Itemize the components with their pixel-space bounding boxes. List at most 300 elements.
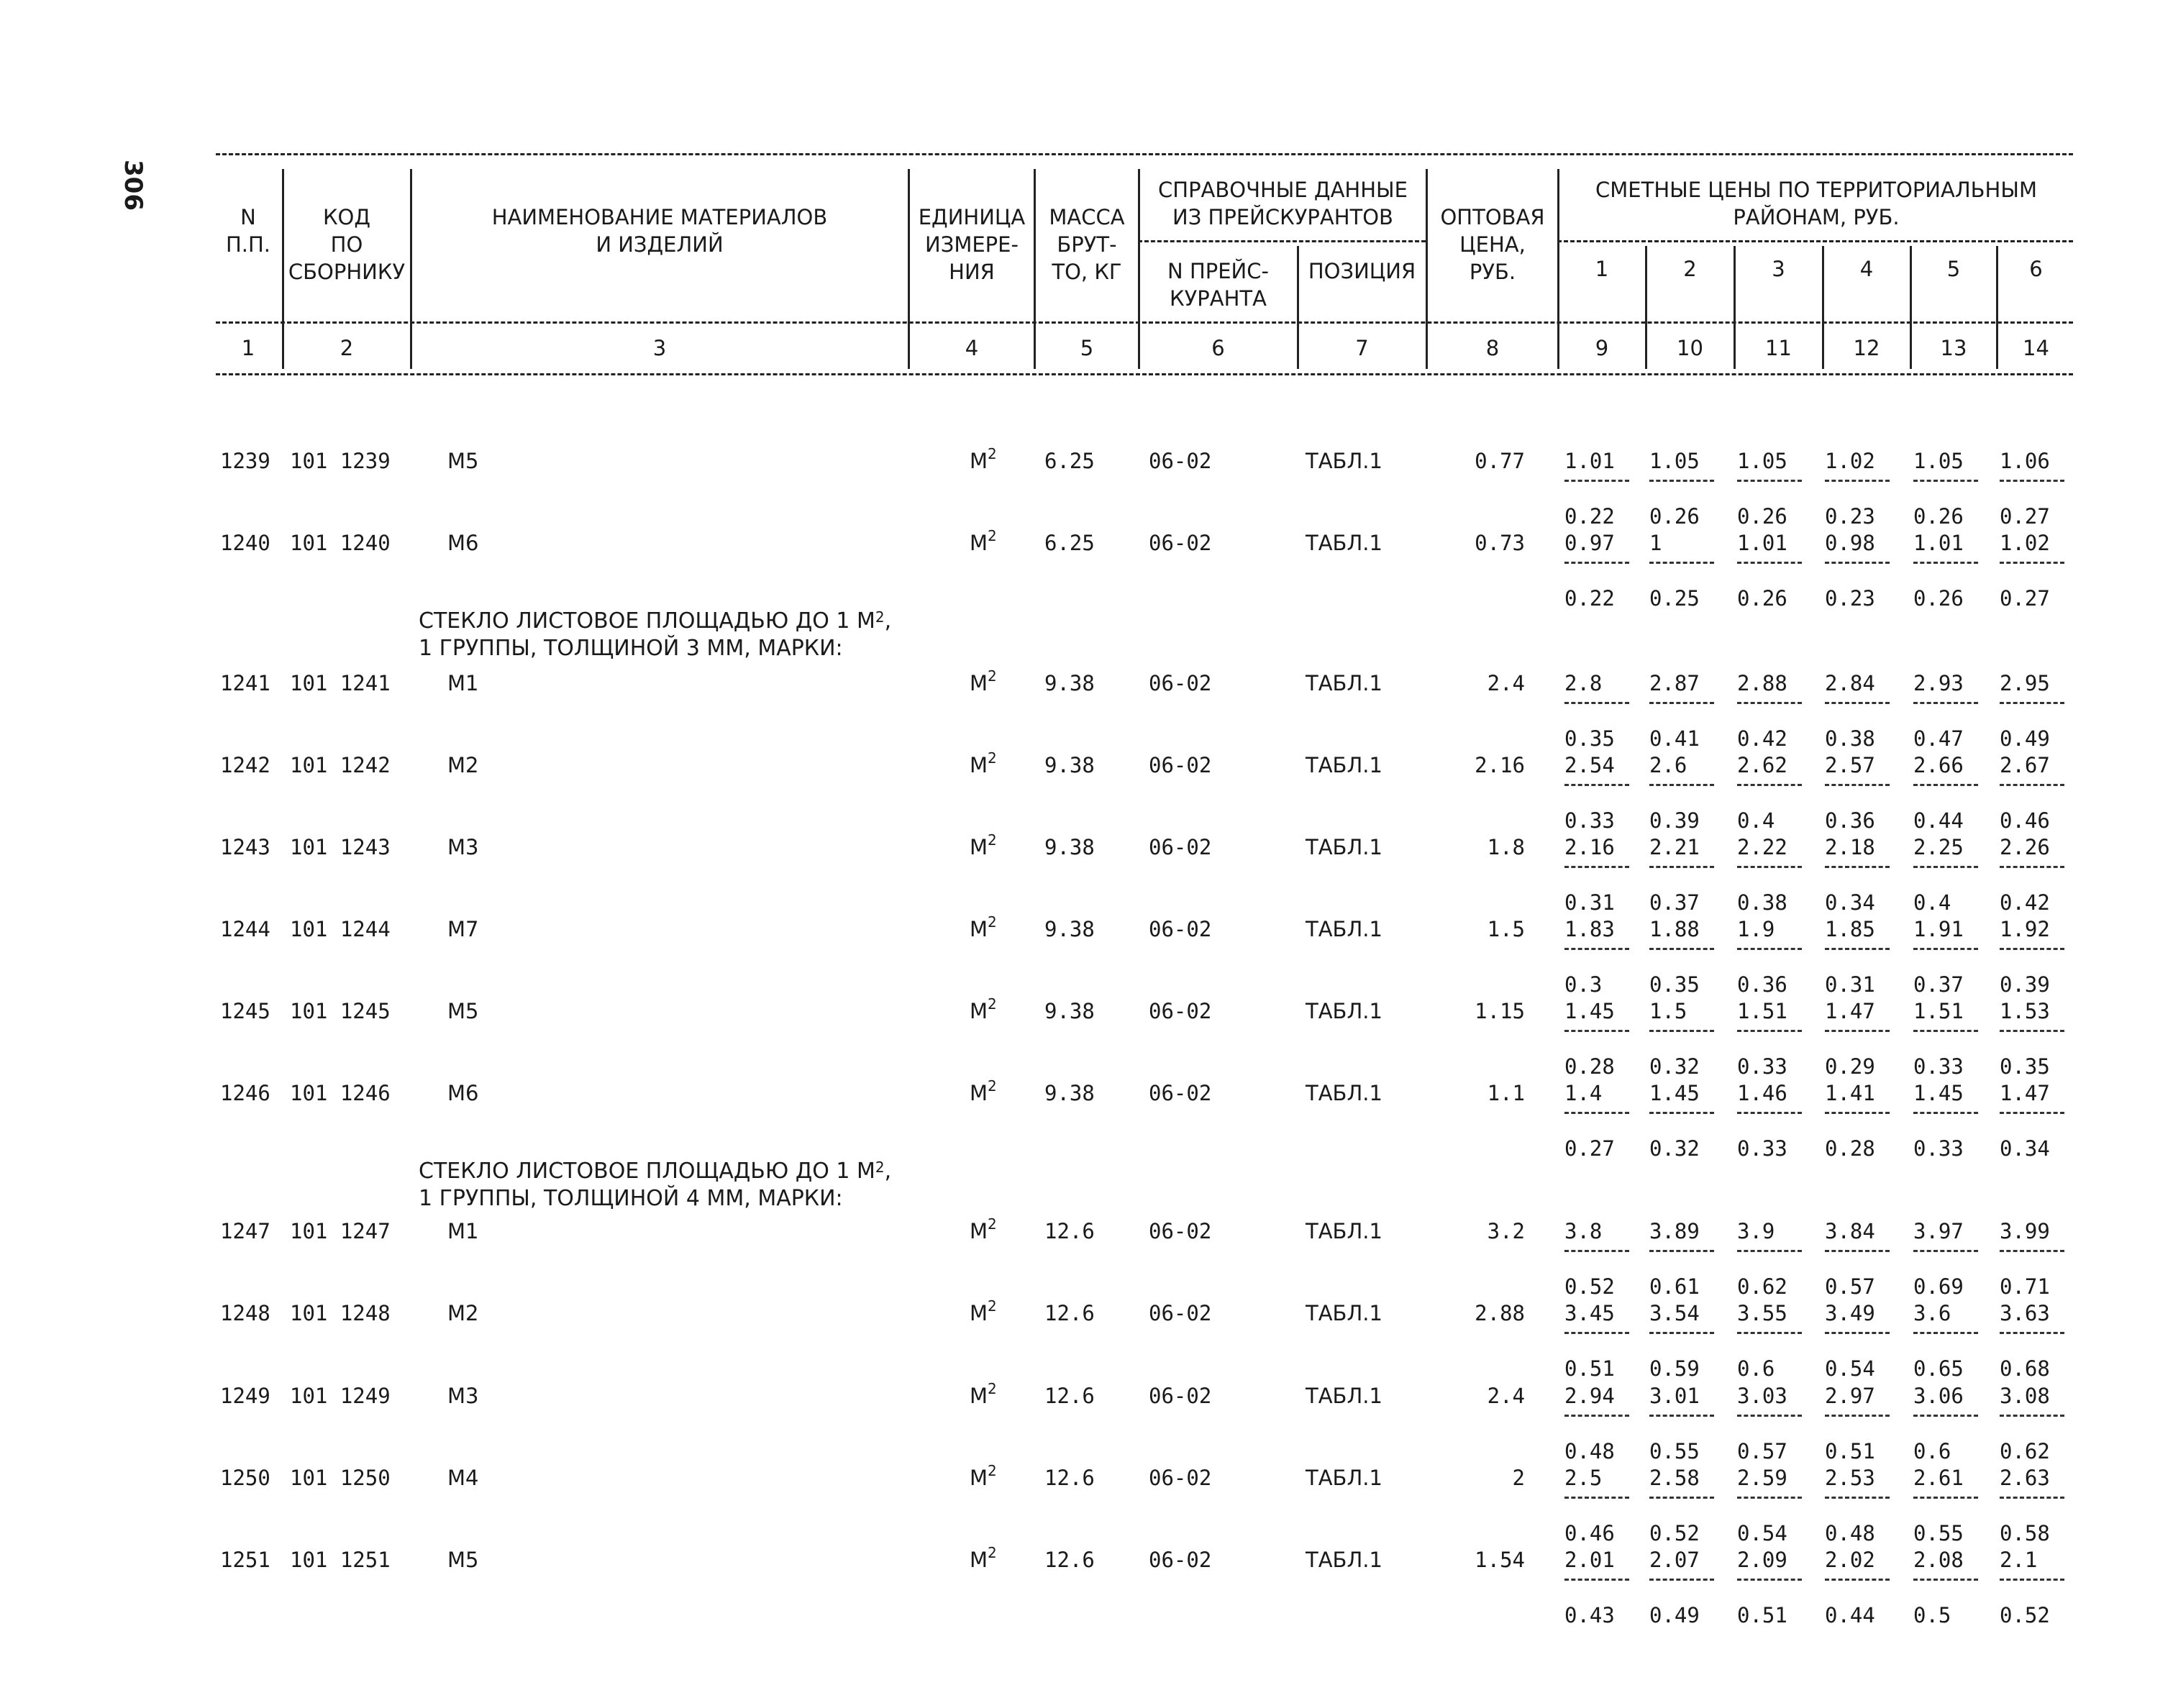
fraction-line [1564, 562, 1629, 564]
region-sub-price: 0.51 [1737, 1603, 1787, 1627]
section-heading: СТЕКЛО ЛИСТОВОЕ ПЛОЩАДЬЮ ДО 1 $М^2$, 1 ГРУППЫ, ТОЛЩИНОЙ 4 ММ, МАРКИ: [419, 1159, 892, 1211]
fraction-line [1564, 1332, 1629, 1334]
region-sub-price: 0.26 [1737, 504, 1787, 529]
header-col-separator [1138, 169, 1140, 369]
unit-exponent: 2 [988, 445, 997, 462]
row-position: ТАБЛ.1 [1306, 1081, 1382, 1105]
region-price: 2.57 [1825, 753, 1875, 777]
header-region-2: 2 [1683, 257, 1697, 281]
row-pricelist: 06-02 [1149, 1081, 1212, 1105]
region-price: 1.45 [1913, 1081, 1964, 1105]
row-unit [970, 667, 997, 695]
row-name: М1 [447, 671, 479, 695]
row-position: ТАБЛ.1 [1306, 1301, 1382, 1325]
row-mass: 6.25 [1044, 531, 1095, 555]
region-sub-price: 0.28 [1825, 1136, 1875, 1161]
col-number: 11 [1765, 336, 1792, 360]
fraction-line [1825, 1112, 1890, 1114]
row-name: М6 [447, 531, 479, 555]
region-price: 2.67 [2000, 753, 2050, 777]
region-sub-price: 0.52 [1649, 1521, 1700, 1545]
unit-base: М [970, 1081, 988, 1105]
fraction-line [1913, 948, 1978, 950]
row-number: 1247 [220, 1219, 270, 1243]
region-price: 1.01 [1913, 531, 1964, 555]
region-price: 3.99 [2000, 1219, 2050, 1243]
fraction-line [1649, 1579, 1714, 1581]
fraction-line [1825, 1579, 1890, 1581]
region-price: 3.06 [1913, 1384, 1964, 1408]
row-unit [970, 749, 997, 777]
header-col-separator [1822, 246, 1824, 369]
fraction-line [2000, 1579, 2064, 1581]
fraction-line [1649, 1112, 1714, 1114]
region-sub-price: 0.36 [1825, 808, 1875, 833]
region-sub-price: 0.27 [1564, 1136, 1615, 1161]
unit-base: М [970, 449, 988, 473]
region-price: 1.47 [2000, 1081, 2050, 1105]
region-sub-price: 0.26 [1737, 586, 1787, 611]
fraction-line [1564, 480, 1629, 482]
fraction-line [1913, 1030, 1978, 1032]
row-name: М7 [447, 917, 479, 941]
region-sub-price: 0.52 [2000, 1603, 2050, 1627]
ref-group-rule [1138, 240, 1426, 242]
header-col-separator [1734, 246, 1736, 369]
unit-base: М [970, 1466, 988, 1490]
region-sub-price: 0.33 [1564, 808, 1615, 833]
region-price: 1.45 [1564, 999, 1615, 1023]
row-unit [970, 1297, 997, 1325]
row-unit [970, 913, 997, 941]
fraction-line [1825, 1332, 1890, 1334]
fraction-line [1737, 948, 1802, 950]
row-mass: 6.25 [1044, 449, 1095, 473]
header-price-group: СМЕТНЫЕ ЦЕНЫ ПО ТЕРРИТОРИАЛЬНЫМ РАЙОНАМ, РУБ. [1595, 178, 2037, 229]
header-ref-group: СПРАВОЧНЫЕ ДАННЫЕ ИЗ ПРЕЙСКУРАНТОВ [1158, 178, 1408, 229]
header-region-1: 1 [1595, 257, 1609, 281]
region-price: 2.95 [2000, 671, 2050, 695]
region-price: 2.53 [1825, 1466, 1875, 1490]
header-col-separator [1996, 246, 1998, 369]
section-heading: СТЕКЛО ЛИСТОВОЕ ПЛОЩАДЬЮ ДО 1 $М^2$, 1 ГРУППЫ, ТОЛЩИНОЙ 3 ММ, МАРКИ: [419, 608, 892, 661]
region-price: 1.85 [1825, 917, 1875, 941]
row-pricelist: 06-02 [1149, 1384, 1212, 1408]
row-mass: 12.6 [1044, 1466, 1095, 1490]
row-number: 1244 [220, 917, 270, 941]
header-c4: ЕДИНИЦА ИЗМЕРЕ- НИЯ [918, 205, 1026, 284]
row-pricelist: 06-02 [1149, 835, 1212, 859]
fraction-line [2000, 1332, 2064, 1334]
row-pricelist: 06-02 [1149, 531, 1212, 555]
region-price: 3.6 [1913, 1301, 1951, 1325]
header-col-separator [1426, 169, 1428, 369]
fraction-line [1825, 866, 1890, 868]
region-sub-price: 0.54 [1737, 1521, 1787, 1545]
region-price: 2.6 [1649, 753, 1687, 777]
row-wholesale-price: 2.4 [1487, 1384, 1525, 1408]
region-price: 2.8 [1564, 671, 1603, 695]
region-sub-price: 0.6 [1737, 1356, 1775, 1381]
header-c6: N ПРЕЙС- КУРАНТА [1167, 259, 1269, 311]
fraction-line [1825, 702, 1890, 704]
header-c7: ПОЗИЦИЯ [1308, 259, 1416, 283]
unit-base: М [970, 671, 988, 695]
region-sub-price: 0.52 [1564, 1274, 1615, 1299]
region-price: 3.03 [1737, 1384, 1787, 1408]
row-position: ТАБЛ.1 [1306, 999, 1382, 1023]
row-unit [970, 1077, 997, 1105]
row-unit [970, 995, 997, 1023]
header-region-3: 3 [1772, 257, 1785, 281]
unit-exponent: 2 [988, 913, 997, 931]
row-code: 101 1242 [290, 753, 391, 777]
row-pricelist: 06-02 [1149, 1301, 1212, 1325]
fraction-line [2000, 562, 2064, 564]
unit-exponent: 2 [988, 1462, 997, 1479]
page-number: 306 [119, 160, 147, 211]
header-col-separator [1910, 246, 1912, 369]
row-name: М6 [447, 1081, 479, 1105]
row-name: М3 [447, 1384, 479, 1408]
region-price: 2.84 [1825, 671, 1875, 695]
fraction-line [1649, 702, 1714, 704]
row-mass: 9.38 [1044, 917, 1095, 941]
region-price: 3.9 [1737, 1219, 1775, 1243]
region-price: 2.25 [1913, 835, 1964, 859]
header-col-separator [1557, 169, 1559, 369]
fraction-line [1913, 480, 1978, 482]
header-c2: КОД ПО СБОРНИКУ [288, 205, 406, 284]
col-number: 8 [1485, 336, 1500, 360]
row-position: ТАБЛ.1 [1306, 671, 1382, 695]
region-sub-price: 0.27 [2000, 504, 2050, 529]
region-price: 3.89 [1649, 1219, 1700, 1243]
region-sub-price: 0.4 [1913, 890, 1951, 915]
region-sub-price: 0.68 [2000, 1356, 2050, 1381]
region-price: 2.62 [1737, 753, 1787, 777]
fraction-line [2000, 702, 2064, 704]
unit-base: М [970, 999, 988, 1023]
fraction-line [1649, 1415, 1714, 1417]
fraction-line [1564, 1030, 1629, 1032]
unit-exponent: 2 [988, 1544, 997, 1561]
row-name: М3 [447, 835, 479, 859]
region-price: 3.45 [1564, 1301, 1615, 1325]
region-sub-price: 0.35 [1564, 726, 1615, 751]
region-sub-price: 0.54 [1825, 1356, 1875, 1381]
fraction-line [1737, 1112, 1802, 1114]
region-price: 2.93 [1913, 671, 1964, 695]
row-number: 1245 [220, 999, 270, 1023]
row-number: 1250 [220, 1466, 270, 1490]
row-number: 1239 [220, 449, 270, 473]
row-unit [970, 527, 997, 555]
region-sub-price: 0.69 [1913, 1274, 1964, 1299]
row-position: ТАБЛ.1 [1306, 449, 1382, 473]
row-name: М5 [447, 1548, 479, 1572]
row-number: 1241 [220, 671, 270, 695]
fraction-line [1825, 480, 1890, 482]
row-mass: 9.38 [1044, 671, 1095, 695]
row-name: М2 [447, 753, 479, 777]
unit-exponent: 2 [988, 667, 997, 685]
region-price: 2.97 [1825, 1384, 1875, 1408]
header-c5: МАССА БРУТ- ТО, КГ [1049, 205, 1125, 284]
fraction-line [1913, 784, 1978, 786]
region-sub-price: 0.38 [1737, 890, 1787, 915]
region-sub-price: 0.28 [1564, 1054, 1615, 1079]
row-mass: 9.38 [1044, 1081, 1095, 1105]
region-sub-price: 0.57 [1825, 1274, 1875, 1299]
row-number: 1242 [220, 753, 270, 777]
row-code: 101 1251 [290, 1548, 391, 1572]
region-price: 3.49 [1825, 1301, 1875, 1325]
region-sub-price: 0.34 [1825, 890, 1875, 915]
row-mass: 12.6 [1044, 1219, 1095, 1243]
fraction-line [1737, 1497, 1802, 1499]
region-price: 1.05 [1737, 449, 1787, 473]
unit-exponent: 2 [988, 527, 997, 544]
row-unit [970, 445, 997, 473]
fraction-line [1913, 1332, 1978, 1334]
region-sub-price: 0.48 [1564, 1439, 1615, 1463]
region-sub-price: 0.35 [2000, 1054, 2050, 1079]
region-sub-price: 0.3 [1564, 972, 1603, 997]
region-price: 1.91 [1913, 917, 1964, 941]
region-sub-price: 0.55 [1913, 1521, 1964, 1545]
region-price: 2.16 [1564, 835, 1615, 859]
fraction-line [1737, 480, 1802, 482]
header-c1: N П.П. [225, 205, 271, 257]
fraction-line [2000, 1030, 2064, 1032]
region-price: 2.63 [2000, 1466, 2050, 1490]
unit-base: М [970, 753, 988, 777]
row-pricelist: 06-02 [1149, 999, 1212, 1023]
row-name: М5 [447, 999, 479, 1023]
region-price: 1.53 [2000, 999, 2050, 1023]
region-sub-price: 0.49 [1649, 1603, 1700, 1627]
fraction-line [1564, 1497, 1629, 1499]
row-pricelist: 06-02 [1149, 1466, 1212, 1490]
fraction-line [1737, 1030, 1802, 1032]
region-price: 3.63 [2000, 1301, 2050, 1325]
region-sub-price: 0.31 [1564, 890, 1615, 915]
row-name: М1 [447, 1219, 479, 1243]
region-sub-price: 0.25 [1649, 586, 1700, 611]
region-price: 2.5 [1564, 1466, 1603, 1490]
region-price: 2.18 [1825, 835, 1875, 859]
region-sub-price: 0.26 [1913, 504, 1964, 529]
region-sub-price: 0.34 [2000, 1136, 2050, 1161]
region-sub-price: 0.61 [1649, 1274, 1700, 1299]
region-price: 3.55 [1737, 1301, 1787, 1325]
row-name: М5 [447, 449, 479, 473]
row-code: 101 1239 [290, 449, 391, 473]
fraction-line [1564, 1112, 1629, 1114]
unit-base: М [970, 1301, 988, 1325]
fraction-line [1649, 948, 1714, 950]
row-wholesale-price: 3.2 [1487, 1219, 1525, 1243]
fraction-line [1649, 562, 1714, 564]
region-sub-price: 0.62 [2000, 1439, 2050, 1463]
row-wholesale-price: 2.4 [1487, 671, 1525, 695]
region-price: 2.21 [1649, 835, 1700, 859]
region-sub-price: 0.58 [2000, 1521, 2050, 1545]
region-sub-price: 0.46 [2000, 808, 2050, 833]
region-sub-price: 0.31 [1825, 972, 1875, 997]
region-price: 2.66 [1913, 753, 1964, 777]
row-code: 101 1241 [290, 671, 391, 695]
header-col-separator [282, 169, 284, 369]
row-code: 101 1247 [290, 1219, 391, 1243]
fraction-line [1649, 784, 1714, 786]
row-code: 101 1246 [290, 1081, 391, 1105]
row-number: 1240 [220, 531, 270, 555]
region-price: 2.09 [1737, 1548, 1787, 1572]
region-price: 1.01 [1737, 531, 1787, 555]
fraction-line [1564, 784, 1629, 786]
unit-base: М [970, 1548, 988, 1572]
region-price: 2.94 [1564, 1384, 1615, 1408]
header-col-separator [1645, 246, 1647, 369]
fraction-line [1649, 866, 1714, 868]
region-price: 3.01 [1649, 1384, 1700, 1408]
unit-base: М [970, 1219, 988, 1243]
row-unit [970, 1215, 997, 1243]
region-price: 2.01 [1564, 1548, 1615, 1572]
fraction-line [2000, 480, 2064, 482]
row-pricelist: 06-02 [1149, 1219, 1212, 1243]
region-sub-price: 0.33 [1913, 1136, 1964, 1161]
region-price: 3.84 [1825, 1219, 1875, 1243]
row-unit [970, 831, 997, 859]
fraction-line [2000, 1112, 2064, 1114]
region-sub-price: 0.47 [1913, 726, 1964, 751]
row-mass: 12.6 [1044, 1548, 1095, 1572]
region-sub-price: 0.42 [1737, 726, 1787, 751]
row-number: 1248 [220, 1301, 270, 1325]
fraction-line [1737, 1332, 1802, 1334]
region-sub-price: 0.29 [1825, 1054, 1875, 1079]
fraction-line [1564, 1579, 1629, 1581]
fraction-line [2000, 1250, 2064, 1252]
region-sub-price: 0.36 [1737, 972, 1787, 997]
region-price: 0.98 [1825, 531, 1875, 555]
header-mid-rule [216, 321, 2073, 324]
region-sub-price: 0.26 [1649, 504, 1700, 529]
row-position: ТАБЛ.1 [1306, 917, 1382, 941]
region-sub-price: 0.33 [1913, 1054, 1964, 1079]
region-price: 1.41 [1825, 1081, 1875, 1105]
region-price: 3.97 [1913, 1219, 1964, 1243]
row-number: 1251 [220, 1548, 270, 1572]
region-price: 2.87 [1649, 671, 1700, 695]
row-code: 101 1244 [290, 917, 391, 941]
region-sub-price: 0.33 [1737, 1054, 1787, 1079]
region-sub-price: 0.51 [1825, 1439, 1875, 1463]
header-region-5: 5 [1946, 257, 1961, 281]
region-price: 1.02 [2000, 531, 2050, 555]
fraction-line [1825, 562, 1890, 564]
header-c3: НАИМЕНОВАНИЕ МАТЕРИАЛОВ И ИЗДЕЛИЙ [491, 205, 828, 257]
row-position: ТАБЛ.1 [1306, 1219, 1382, 1243]
region-price: 1.92 [2000, 917, 2050, 941]
price-group-rule [1557, 240, 2073, 242]
header-region-4: 4 [1859, 257, 1874, 281]
region-sub-price: 0.22 [1564, 586, 1615, 611]
region-sub-price: 0.32 [1649, 1136, 1700, 1161]
region-sub-price: 0.51 [1564, 1356, 1615, 1381]
region-sub-price: 0.44 [1913, 808, 1964, 833]
row-pricelist: 06-02 [1149, 1548, 1212, 1572]
region-sub-price: 0.33 [1737, 1136, 1787, 1161]
fraction-line [1825, 1415, 1890, 1417]
row-mass: 9.38 [1044, 835, 1095, 859]
row-code: 101 1245 [290, 999, 391, 1023]
row-wholesale-price: 1.1 [1487, 1081, 1525, 1105]
col-number: 2 [340, 336, 354, 360]
header-col-separator [410, 169, 412, 369]
row-code: 101 1248 [290, 1301, 391, 1325]
col-number: 3 [652, 336, 667, 360]
row-code: 101 1240 [290, 531, 391, 555]
fraction-line [1913, 1250, 1978, 1252]
region-price: 2.1 [2000, 1548, 2038, 1572]
row-number: 1246 [220, 1081, 270, 1105]
row-pricelist: 06-02 [1149, 671, 1212, 695]
fraction-line [1649, 480, 1714, 482]
row-position: ТАБЛ.1 [1306, 835, 1382, 859]
row-unit [970, 1544, 997, 1572]
fraction-line [1913, 1112, 1978, 1114]
region-sub-price: 0.26 [1913, 586, 1964, 611]
unit-exponent: 2 [988, 1380, 997, 1397]
region-price: 1.5 [1649, 999, 1687, 1023]
row-wholesale-price: 1.8 [1487, 835, 1525, 859]
row-name: М2 [447, 1301, 479, 1325]
region-sub-price: 0.49 [2000, 726, 2050, 751]
fraction-line [2000, 866, 2064, 868]
region-price: 1.06 [2000, 449, 2050, 473]
region-price: 1.05 [1913, 449, 1964, 473]
row-wholesale-price: 0.77 [1475, 449, 1525, 473]
region-price: 1.51 [1737, 999, 1787, 1023]
fraction-line [1564, 702, 1629, 704]
unit-base: М [970, 917, 988, 941]
fraction-line [1913, 1497, 1978, 1499]
region-price: 1.46 [1737, 1081, 1787, 1105]
region-price: 2.54 [1564, 753, 1615, 777]
unit-exponent: 2 [988, 831, 997, 849]
region-price: 2.22 [1737, 835, 1787, 859]
row-position: ТАБЛ.1 [1306, 1548, 1382, 1572]
row-mass: 12.6 [1044, 1384, 1095, 1408]
fraction-line [1913, 1415, 1978, 1417]
unit-base: М [970, 531, 988, 555]
fraction-line [1825, 1250, 1890, 1252]
region-price: 1.4 [1564, 1081, 1603, 1105]
region-price: 2.61 [1913, 1466, 1964, 1490]
row-number: 1243 [220, 835, 270, 859]
fraction-line [1649, 1250, 1714, 1252]
region-sub-price: 0.27 [2000, 586, 2050, 611]
header-bottom-rule [216, 373, 2073, 375]
col-number: 7 [1355, 336, 1369, 360]
row-mass: 9.38 [1044, 753, 1095, 777]
region-price: 1.45 [1649, 1081, 1700, 1105]
region-sub-price: 0.57 [1737, 1439, 1787, 1463]
